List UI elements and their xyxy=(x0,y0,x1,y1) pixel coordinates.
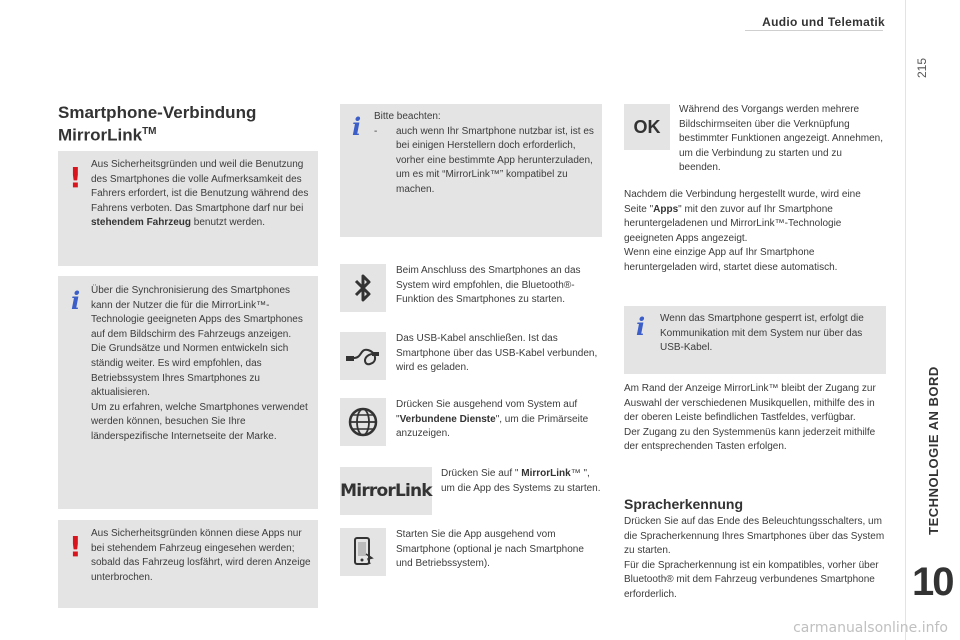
page-number: 215 xyxy=(915,57,929,79)
note-text: Bitte beachten: - auch wenn Ihr Smartphone nutzbar ist, ist es bei einigen Herstellern doch erforderlich, vorher eine bestimmte App herunterzuladen, um es mit “MirrorLink™” kompatibel zu machen. xyxy=(374,111,594,195)
mirrorlink-logo-text: MirrorLink xyxy=(340,481,432,501)
step-usb-text: Das USB-Kabel anschließen. Ist das Smartphone über das USB-Kabel verbunden, wird es geladen. xyxy=(396,333,598,374)
smartphone-app-icon xyxy=(340,528,386,576)
ok-icon: OK xyxy=(624,104,670,150)
warning-box-driving xyxy=(58,520,318,608)
info-locked-text: Wenn das Smartphone gesperrt ist, erfolgt die Kommunikation mit dem System nur über das USB-Kabel. xyxy=(660,313,864,354)
access-text: Am Rand der Anzeige MirrorLink™ bleibt der Zugang zur Auswahl der verschiedenen Musikquellen, mithilfe des in der oberen Leiste befindlichen Tastfeldes, verfügbar. Der Zugang zu den Systemmenüs kann jederzeit mithilfe der entsprechenden Tasten erfolgen. xyxy=(624,383,876,453)
info-box-mirrorlink xyxy=(58,276,318,509)
page-title: Smartphone-Verbindung MirrorLink™ xyxy=(58,103,257,145)
watermark: carmanualsonline.info xyxy=(793,620,948,636)
info-box-locked xyxy=(624,306,886,374)
step-mirrorlink-text: Drücken Sie auf " MirrorLink™ ", um die App des Systems zu starten. xyxy=(441,468,601,494)
info-text: Über die Synchronisierung des Smartphones kann der Nutzer die für die MirrorLink™-Technologie geeigneten Apps des Smartphones auf dem Bildschirm des Fahrzeugs anzeigen. Die Grundsätze und Normen entwickeln sich ständig weiter. Es wird empfohlen, das Betriebssystem Ihres Smartphones zu aktualisieren. Um zu erfahren, welche Smartphones verwendet werden können, besuchen Sie Ihre länderspezifische Internetseite der Marke. xyxy=(91,285,308,442)
usb-cable-icon xyxy=(340,332,386,380)
connected-services-icon xyxy=(340,398,386,446)
step-bluetooth-text: Beim Anschluss des Smartphones an das System wird empfohlen, die Bluetooth®-Funktion des Smartphones zu starten. xyxy=(396,265,581,306)
warning-icon: ! xyxy=(69,530,82,563)
chapter-number: 10 xyxy=(912,560,953,604)
warning-text: Aus Sicherheitsgründen und weil die Benutzung des Smartphones die volle Aufmerksamkeit des Fahrers erfordert, ist die Benutzung während des Fahrens verboten. Das Smartphone darf nur bei stehendem Fahrzeug benutzt werden. xyxy=(91,159,309,229)
header-divider xyxy=(745,30,883,31)
info-icon: i xyxy=(352,112,362,141)
info-icon: i xyxy=(71,286,81,315)
warning-icon: ! xyxy=(69,161,82,194)
info-icon: i xyxy=(636,312,646,341)
chapter-label: TECHNOLOGIE AN BORD xyxy=(925,365,941,535)
speech-text: Drücken Sie auf das Ende des Beleuchtungsschalters, um die Spracherkennung Ihres Smartphones über das System zu starten. Für die Spracherkennung ist ein kompatibles, vorher über Bluetooth® mit dem Fahrzeug verbundenes Smartphone erforderlich. xyxy=(624,516,885,600)
info-box-note xyxy=(340,104,602,237)
section-title: Audio und Telematik xyxy=(762,15,885,29)
warning-text: Aus Sicherheitsgründen können diese Apps nur bei stehendem Fahrzeug eingesehen werden; sobald das Fahrzeug losfährt, wird deren Anzeige unterbrochen. xyxy=(91,528,311,583)
after-connect-text: Nachdem die Verbindung hergestellt wurde, wird eine Seite "Apps" mit den zuvor auf Ihr Smartphone heruntergeladenen und MirrorLink™-Technologie geeigneten Apps angezeigt. Wenn eine einzige App auf Ihr Smartphone heruntergeladen wird, startet diese automatisch. xyxy=(624,189,861,273)
step-app-text: Starten Sie die App ausgehend vom Smartphone (optional je nach Smartphone und Betriebssystem). xyxy=(396,529,584,570)
mirrorlink-logo xyxy=(340,467,432,515)
ok-step-text: Während des Vorgangs werden mehrere Bildschirmseiten über die Verknüpfung bestimmter Funktionen angezeigt. Annehmen, um die Verbindung zu starten und zu beenden. xyxy=(679,104,884,174)
bluetooth-icon xyxy=(340,264,386,312)
step-services-text: Drücken Sie ausgehend vom System auf "Verbundene Dienste", um die Primärseite anzuzeigen. xyxy=(396,399,589,440)
speech-heading: Spracherkennung xyxy=(624,496,744,512)
warning-box-safety xyxy=(58,151,318,266)
